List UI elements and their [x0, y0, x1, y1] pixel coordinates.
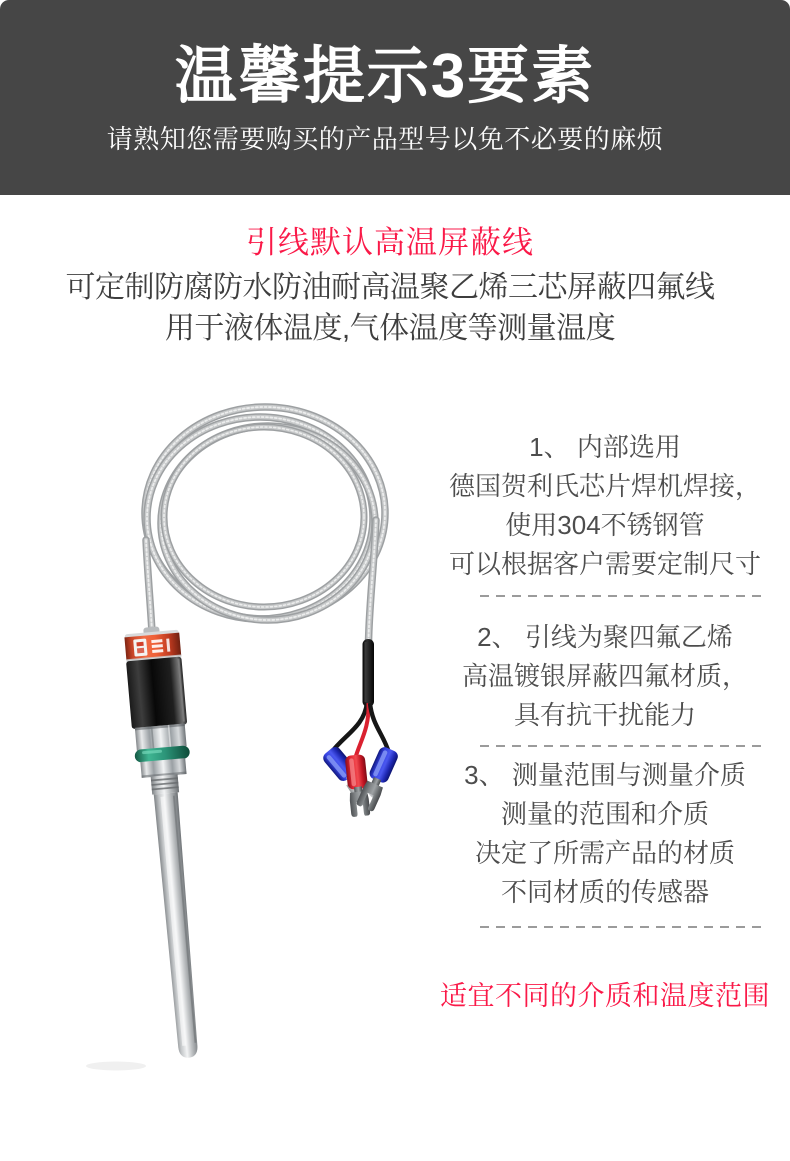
feature-3-line: 测量的范围和介质 — [500, 799, 709, 829]
feature-2-line: 具有抗干扰能力 — [513, 700, 696, 730]
feature-1-line: 使用304不锈钢管 — [505, 510, 705, 540]
feature-1-line: 可以根据客户需要定制尺寸 — [448, 549, 761, 579]
feature-3-line: 3、 测量范围与测量介质 — [464, 760, 746, 790]
feature-1 — [440, 428, 770, 584]
feature-1-line: 德国贺利氏芯片焊机焊接， — [448, 471, 761, 501]
product-photo-temperature-sensor — [40, 385, 460, 1085]
feature-3 — [440, 756, 770, 912]
feature-1-line: 1、 内部选用 — [529, 432, 681, 462]
feature-2-line: 2、 引线为聚四氟乙烯 — [477, 622, 733, 652]
intro-line-1: 可定制防腐防水防油耐高温聚乙烯三芯屏蔽四氟线 — [65, 271, 715, 304]
wire-black-right — [370, 703, 389, 753]
intro-line-2: 用于液体温度,气体温度等测量温度 — [164, 312, 616, 345]
intro-highlight: 引线默认高温屏蔽线 — [246, 225, 534, 260]
feature-3-line: 不同材质的传感器 — [500, 877, 709, 907]
banner-subtitle: 请熟知您需要购买的产品型号以免不必要的麻烦 — [106, 124, 664, 154]
banner — [0, 0, 790, 195]
footer-note: 适宜不同的介质和温度范围 — [440, 981, 770, 1011]
sensor-assembly — [123, 625, 216, 1061]
probe-shadow — [86, 1062, 146, 1071]
wire-red-middle — [355, 703, 369, 759]
feature-2-line: 高温镀银屏蔽四氟材质， — [461, 661, 748, 691]
black-sensor-body — [126, 657, 187, 730]
black-lead-sheath — [363, 639, 375, 707]
dashed-divider — [480, 595, 766, 597]
coiled-cable — [145, 407, 385, 643]
lead-wires — [321, 639, 400, 817]
feature-3-line: 决定了所需产品的材质 — [474, 838, 735, 868]
feature-2 — [440, 618, 770, 735]
dashed-divider — [480, 926, 766, 928]
product-illustration — [40, 385, 460, 1085]
intro-section — [0, 226, 780, 349]
features-column — [440, 428, 770, 1011]
banner-inner — [0, 0, 780, 154]
dashed-divider — [480, 745, 766, 747]
banner-title: 温馨提示3要素 — [174, 42, 596, 111]
